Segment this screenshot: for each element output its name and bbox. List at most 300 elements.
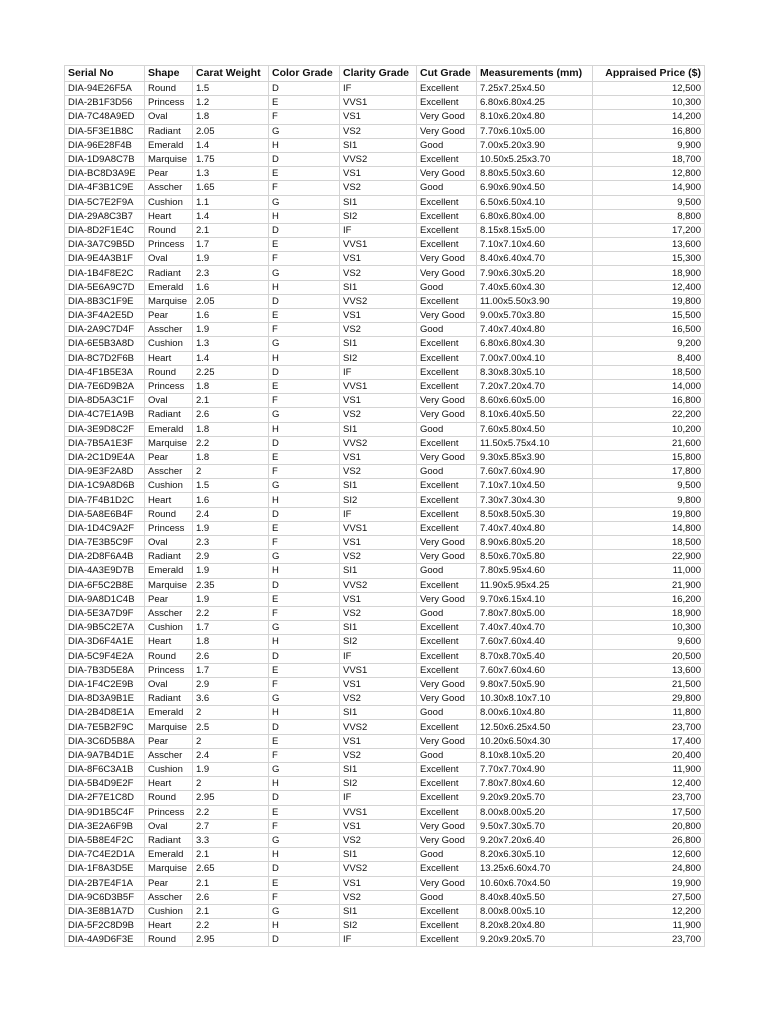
cell-carat-weight[interactable]: 1.3 bbox=[193, 167, 269, 181]
cell-clarity-grade[interactable]: VS1 bbox=[340, 536, 417, 550]
cell-clarity-grade[interactable]: SI1 bbox=[340, 621, 417, 635]
cell-appraised-price[interactable]: 21,900 bbox=[593, 578, 705, 592]
cell-clarity-grade[interactable]: VS1 bbox=[340, 450, 417, 464]
cell-serial-no[interactable]: DIA-1B4F8E2C bbox=[65, 266, 145, 280]
cell-clarity-grade[interactable]: VS2 bbox=[340, 323, 417, 337]
cell-appraised-price[interactable]: 12,400 bbox=[593, 280, 705, 294]
cell-serial-no[interactable]: DIA-96E28F4B bbox=[65, 138, 145, 152]
cell-color-grade[interactable]: E bbox=[269, 876, 340, 890]
cell-measurements[interactable]: 8.50x8.50x5.30 bbox=[477, 507, 593, 521]
header-appraised-price[interactable]: Appraised Price ($) bbox=[593, 66, 705, 82]
cell-clarity-grade[interactable]: VS1 bbox=[340, 309, 417, 323]
cell-appraised-price[interactable]: 14,800 bbox=[593, 521, 705, 535]
cell-appraised-price[interactable]: 11,000 bbox=[593, 564, 705, 578]
cell-cut-grade[interactable]: Good bbox=[417, 890, 477, 904]
cell-shape[interactable]: Heart bbox=[145, 351, 193, 365]
cell-cut-grade[interactable]: Excellent bbox=[417, 805, 477, 819]
cell-color-grade[interactable]: F bbox=[269, 606, 340, 620]
cell-appraised-price[interactable]: 10,200 bbox=[593, 422, 705, 436]
cell-serial-no[interactable]: DIA-7B3D5E8A bbox=[65, 663, 145, 677]
cell-cut-grade[interactable]: Excellent bbox=[417, 82, 477, 96]
cell-carat-weight[interactable]: 2.65 bbox=[193, 862, 269, 876]
cell-shape[interactable]: Pear bbox=[145, 592, 193, 606]
cell-measurements[interactable]: 9.20x7.20x6.40 bbox=[477, 833, 593, 847]
cell-color-grade[interactable]: E bbox=[269, 450, 340, 464]
cell-carat-weight[interactable]: 1.9 bbox=[193, 592, 269, 606]
cell-clarity-grade[interactable]: SI1 bbox=[340, 479, 417, 493]
cell-measurements[interactable]: 7.40x7.40x4.70 bbox=[477, 621, 593, 635]
cell-clarity-grade[interactable]: VS2 bbox=[340, 692, 417, 706]
cell-measurements[interactable]: 8.40x6.40x4.70 bbox=[477, 252, 593, 266]
cell-clarity-grade[interactable]: VS2 bbox=[340, 181, 417, 195]
cell-serial-no[interactable]: DIA-1D9A8C7B bbox=[65, 152, 145, 166]
cell-shape[interactable]: Princess bbox=[145, 379, 193, 393]
cell-serial-no[interactable]: DIA-3C6D5B8A bbox=[65, 734, 145, 748]
cell-appraised-price[interactable]: 12,800 bbox=[593, 167, 705, 181]
cell-cut-grade[interactable]: Excellent bbox=[417, 635, 477, 649]
cell-measurements[interactable]: 7.80x5.95x4.60 bbox=[477, 564, 593, 578]
cell-cut-grade[interactable]: Excellent bbox=[417, 521, 477, 535]
cell-serial-no[interactable]: DIA-7C4E2D1A bbox=[65, 848, 145, 862]
cell-measurements[interactable]: 8.10x6.20x4.80 bbox=[477, 110, 593, 124]
cell-shape[interactable]: Pear bbox=[145, 734, 193, 748]
cell-appraised-price[interactable]: 10,300 bbox=[593, 96, 705, 110]
cell-clarity-grade[interactable]: VS1 bbox=[340, 677, 417, 691]
cell-appraised-price[interactable]: 17,400 bbox=[593, 734, 705, 748]
cell-clarity-grade[interactable]: SI2 bbox=[340, 635, 417, 649]
cell-clarity-grade[interactable]: SI2 bbox=[340, 209, 417, 223]
cell-serial-no[interactable]: DIA-9D1B5C4F bbox=[65, 805, 145, 819]
cell-measurements[interactable]: 9.50x7.30x5.70 bbox=[477, 819, 593, 833]
cell-measurements[interactable]: 10.60x6.70x4.50 bbox=[477, 876, 593, 890]
cell-color-grade[interactable]: H bbox=[269, 351, 340, 365]
cell-measurements[interactable]: 8.10x8.10x5.20 bbox=[477, 748, 593, 762]
cell-measurements[interactable]: 7.70x7.70x4.90 bbox=[477, 763, 593, 777]
cell-shape[interactable]: Round bbox=[145, 649, 193, 663]
cell-carat-weight[interactable]: 1.9 bbox=[193, 323, 269, 337]
cell-color-grade[interactable]: D bbox=[269, 933, 340, 947]
header-carat-weight[interactable]: Carat Weight bbox=[193, 66, 269, 82]
cell-appraised-price[interactable]: 20,400 bbox=[593, 748, 705, 762]
cell-carat-weight[interactable]: 2 bbox=[193, 706, 269, 720]
cell-shape[interactable]: Emerald bbox=[145, 422, 193, 436]
cell-shape[interactable]: Asscher bbox=[145, 323, 193, 337]
cell-shape[interactable]: Cushion bbox=[145, 195, 193, 209]
cell-cut-grade[interactable]: Excellent bbox=[417, 479, 477, 493]
cell-cut-grade[interactable]: Excellent bbox=[417, 763, 477, 777]
cell-cut-grade[interactable]: Excellent bbox=[417, 365, 477, 379]
cell-measurements[interactable]: 13.25x6.60x4.70 bbox=[477, 862, 593, 876]
cell-appraised-price[interactable]: 16,800 bbox=[593, 394, 705, 408]
cell-shape[interactable]: Emerald bbox=[145, 706, 193, 720]
cell-shape[interactable]: Marquise bbox=[145, 152, 193, 166]
cell-carat-weight[interactable]: 2.95 bbox=[193, 933, 269, 947]
cell-clarity-grade[interactable]: VS2 bbox=[340, 890, 417, 904]
cell-cut-grade[interactable]: Good bbox=[417, 465, 477, 479]
cell-appraised-price[interactable]: 10,300 bbox=[593, 621, 705, 635]
cell-shape[interactable]: Cushion bbox=[145, 904, 193, 918]
cell-clarity-grade[interactable]: VS2 bbox=[340, 550, 417, 564]
cell-appraised-price[interactable]: 9,800 bbox=[593, 493, 705, 507]
cell-carat-weight[interactable]: 1.6 bbox=[193, 309, 269, 323]
cell-appraised-price[interactable]: 8,400 bbox=[593, 351, 705, 365]
cell-color-grade[interactable]: E bbox=[269, 96, 340, 110]
cell-serial-no[interactable]: DIA-8D3A9B1E bbox=[65, 692, 145, 706]
cell-serial-no[interactable]: DIA-9A8D1C4B bbox=[65, 592, 145, 606]
cell-carat-weight[interactable]: 2.3 bbox=[193, 536, 269, 550]
cell-clarity-grade[interactable]: VS1 bbox=[340, 876, 417, 890]
cell-serial-no[interactable]: DIA-3E2A6F9B bbox=[65, 819, 145, 833]
cell-measurements[interactable]: 9.20x9.20x5.70 bbox=[477, 791, 593, 805]
cell-measurements[interactable]: 10.30x8.10x7.10 bbox=[477, 692, 593, 706]
cell-shape[interactable]: Cushion bbox=[145, 763, 193, 777]
cell-cut-grade[interactable]: Excellent bbox=[417, 436, 477, 450]
cell-cut-grade[interactable]: Good bbox=[417, 706, 477, 720]
cell-shape[interactable]: Pear bbox=[145, 167, 193, 181]
cell-color-grade[interactable]: D bbox=[269, 578, 340, 592]
cell-measurements[interactable]: 7.80x7.80x5.00 bbox=[477, 606, 593, 620]
header-measurements[interactable]: Measurements (mm) bbox=[477, 66, 593, 82]
cell-measurements[interactable]: 8.30x8.30x5.10 bbox=[477, 365, 593, 379]
cell-cut-grade[interactable]: Very Good bbox=[417, 252, 477, 266]
cell-clarity-grade[interactable]: VS1 bbox=[340, 167, 417, 181]
cell-clarity-grade[interactable]: VS2 bbox=[340, 124, 417, 138]
cell-appraised-price[interactable]: 19,900 bbox=[593, 876, 705, 890]
cell-shape[interactable]: Marquise bbox=[145, 294, 193, 308]
cell-serial-no[interactable]: DIA-BC8D3A9E bbox=[65, 167, 145, 181]
cell-appraised-price[interactable]: 9,200 bbox=[593, 337, 705, 351]
cell-shape[interactable]: Princess bbox=[145, 238, 193, 252]
cell-carat-weight[interactable]: 1.5 bbox=[193, 479, 269, 493]
cell-measurements[interactable]: 8.15x8.15x5.00 bbox=[477, 223, 593, 237]
cell-carat-weight[interactable]: 1.3 bbox=[193, 337, 269, 351]
cell-measurements[interactable]: 11.00x5.50x3.90 bbox=[477, 294, 593, 308]
cell-clarity-grade[interactable]: IF bbox=[340, 791, 417, 805]
cell-cut-grade[interactable]: Good bbox=[417, 848, 477, 862]
cell-color-grade[interactable]: F bbox=[269, 394, 340, 408]
cell-clarity-grade[interactable]: VVS2 bbox=[340, 862, 417, 876]
cell-serial-no[interactable]: DIA-29A8C3B7 bbox=[65, 209, 145, 223]
cell-carat-weight[interactable]: 1.4 bbox=[193, 351, 269, 365]
cell-shape[interactable]: Emerald bbox=[145, 848, 193, 862]
cell-color-grade[interactable]: F bbox=[269, 252, 340, 266]
cell-cut-grade[interactable]: Very Good bbox=[417, 266, 477, 280]
header-shape[interactable]: Shape bbox=[145, 66, 193, 82]
cell-serial-no[interactable]: DIA-7F4B1D2C bbox=[65, 493, 145, 507]
cell-color-grade[interactable]: H bbox=[269, 777, 340, 791]
cell-cut-grade[interactable]: Good bbox=[417, 422, 477, 436]
cell-carat-weight[interactable]: 3.3 bbox=[193, 833, 269, 847]
cell-appraised-price[interactable]: 29,800 bbox=[593, 692, 705, 706]
cell-clarity-grade[interactable]: SI1 bbox=[340, 337, 417, 351]
cell-serial-no[interactable]: DIA-7E3B5C9F bbox=[65, 536, 145, 550]
cell-cut-grade[interactable]: Excellent bbox=[417, 238, 477, 252]
cell-measurements[interactable]: 9.00x5.70x3.80 bbox=[477, 309, 593, 323]
cell-shape[interactable]: Marquise bbox=[145, 862, 193, 876]
cell-clarity-grade[interactable]: SI2 bbox=[340, 493, 417, 507]
cell-clarity-grade[interactable]: VS1 bbox=[340, 252, 417, 266]
cell-carat-weight[interactable]: 2.2 bbox=[193, 919, 269, 933]
cell-serial-no[interactable]: DIA-4C7E1A9B bbox=[65, 408, 145, 422]
cell-cut-grade[interactable]: Very Good bbox=[417, 734, 477, 748]
cell-color-grade[interactable]: G bbox=[269, 763, 340, 777]
cell-measurements[interactable]: 7.40x7.40x4.80 bbox=[477, 521, 593, 535]
cell-cut-grade[interactable]: Excellent bbox=[417, 663, 477, 677]
cell-measurements[interactable]: 7.70x6.10x5.00 bbox=[477, 124, 593, 138]
cell-carat-weight[interactable]: 2.2 bbox=[193, 606, 269, 620]
cell-serial-no[interactable]: DIA-2C1D9E4A bbox=[65, 450, 145, 464]
cell-cut-grade[interactable]: Very Good bbox=[417, 124, 477, 138]
cell-cut-grade[interactable]: Very Good bbox=[417, 536, 477, 550]
cell-serial-no[interactable]: DIA-3D6F4A1E bbox=[65, 635, 145, 649]
cell-cut-grade[interactable]: Excellent bbox=[417, 379, 477, 393]
cell-serial-no[interactable]: DIA-6E5B3A8D bbox=[65, 337, 145, 351]
cell-carat-weight[interactable]: 1.8 bbox=[193, 379, 269, 393]
cell-color-grade[interactable]: G bbox=[269, 479, 340, 493]
cell-carat-weight[interactable]: 2 bbox=[193, 465, 269, 479]
cell-clarity-grade[interactable]: SI1 bbox=[340, 422, 417, 436]
cell-shape[interactable]: Oval bbox=[145, 536, 193, 550]
cell-measurements[interactable]: 7.80x7.80x4.60 bbox=[477, 777, 593, 791]
cell-serial-no[interactable]: DIA-9E4A3B1F bbox=[65, 252, 145, 266]
header-serial-no[interactable]: Serial No bbox=[65, 66, 145, 82]
cell-appraised-price[interactable]: 18,700 bbox=[593, 152, 705, 166]
cell-clarity-grade[interactable]: VVS1 bbox=[340, 805, 417, 819]
cell-carat-weight[interactable]: 1.75 bbox=[193, 152, 269, 166]
cell-measurements[interactable]: 8.60x6.60x5.00 bbox=[477, 394, 593, 408]
cell-carat-weight[interactable]: 2.2 bbox=[193, 805, 269, 819]
cell-shape[interactable]: Pear bbox=[145, 450, 193, 464]
cell-shape[interactable]: Cushion bbox=[145, 621, 193, 635]
cell-serial-no[interactable]: DIA-2F7E1C8D bbox=[65, 791, 145, 805]
cell-measurements[interactable]: 7.40x7.40x4.80 bbox=[477, 323, 593, 337]
cell-shape[interactable]: Princess bbox=[145, 521, 193, 535]
cell-shape[interactable]: Pear bbox=[145, 876, 193, 890]
cell-carat-weight[interactable]: 1.9 bbox=[193, 252, 269, 266]
cell-shape[interactable]: Oval bbox=[145, 252, 193, 266]
cell-cut-grade[interactable]: Very Good bbox=[417, 692, 477, 706]
cell-clarity-grade[interactable]: VS1 bbox=[340, 819, 417, 833]
cell-shape[interactable]: Oval bbox=[145, 394, 193, 408]
cell-color-grade[interactable]: D bbox=[269, 507, 340, 521]
cell-color-grade[interactable]: D bbox=[269, 649, 340, 663]
cell-cut-grade[interactable]: Very Good bbox=[417, 408, 477, 422]
cell-appraised-price[interactable]: 18,900 bbox=[593, 266, 705, 280]
cell-color-grade[interactable]: D bbox=[269, 365, 340, 379]
cell-appraised-price[interactable]: 11,800 bbox=[593, 706, 705, 720]
cell-appraised-price[interactable]: 19,800 bbox=[593, 507, 705, 521]
cell-measurements[interactable]: 6.50x6.50x4.10 bbox=[477, 195, 593, 209]
cell-clarity-grade[interactable]: VVS2 bbox=[340, 720, 417, 734]
cell-carat-weight[interactable]: 2.05 bbox=[193, 294, 269, 308]
cell-appraised-price[interactable]: 17,200 bbox=[593, 223, 705, 237]
cell-appraised-price[interactable]: 9,900 bbox=[593, 138, 705, 152]
cell-cut-grade[interactable]: Very Good bbox=[417, 167, 477, 181]
cell-color-grade[interactable]: E bbox=[269, 521, 340, 535]
cell-color-grade[interactable]: F bbox=[269, 465, 340, 479]
cell-clarity-grade[interactable]: VS2 bbox=[340, 748, 417, 762]
cell-serial-no[interactable]: DIA-1D4C9A2F bbox=[65, 521, 145, 535]
cell-clarity-grade[interactable]: IF bbox=[340, 507, 417, 521]
cell-carat-weight[interactable]: 2.1 bbox=[193, 394, 269, 408]
cell-color-grade[interactable]: H bbox=[269, 280, 340, 294]
cell-serial-no[interactable]: DIA-7E5B2F9C bbox=[65, 720, 145, 734]
cell-color-grade[interactable]: H bbox=[269, 493, 340, 507]
cell-shape[interactable]: Asscher bbox=[145, 890, 193, 904]
cell-serial-no[interactable]: DIA-5F3E1B8C bbox=[65, 124, 145, 138]
cell-appraised-price[interactable]: 18,500 bbox=[593, 536, 705, 550]
cell-appraised-price[interactable]: 24,800 bbox=[593, 862, 705, 876]
cell-appraised-price[interactable]: 23,700 bbox=[593, 720, 705, 734]
cell-carat-weight[interactable]: 1.7 bbox=[193, 621, 269, 635]
cell-shape[interactable]: Marquise bbox=[145, 436, 193, 450]
cell-color-grade[interactable]: F bbox=[269, 181, 340, 195]
cell-cut-grade[interactable]: Excellent bbox=[417, 791, 477, 805]
cell-carat-weight[interactable]: 2.4 bbox=[193, 748, 269, 762]
cell-shape[interactable]: Princess bbox=[145, 805, 193, 819]
cell-color-grade[interactable]: G bbox=[269, 266, 340, 280]
cell-carat-weight[interactable]: 2.9 bbox=[193, 677, 269, 691]
cell-color-grade[interactable]: E bbox=[269, 734, 340, 748]
cell-color-grade[interactable]: G bbox=[269, 124, 340, 138]
cell-carat-weight[interactable]: 1.8 bbox=[193, 450, 269, 464]
cell-appraised-price[interactable]: 17,500 bbox=[593, 805, 705, 819]
cell-cut-grade[interactable]: Excellent bbox=[417, 919, 477, 933]
cell-shape[interactable]: Radiant bbox=[145, 833, 193, 847]
cell-clarity-grade[interactable]: SI1 bbox=[340, 138, 417, 152]
cell-color-grade[interactable]: H bbox=[269, 706, 340, 720]
cell-color-grade[interactable]: D bbox=[269, 223, 340, 237]
cell-clarity-grade[interactable]: VS2 bbox=[340, 833, 417, 847]
cell-color-grade[interactable]: H bbox=[269, 564, 340, 578]
cell-carat-weight[interactable]: 1.9 bbox=[193, 763, 269, 777]
cell-cut-grade[interactable]: Excellent bbox=[417, 152, 477, 166]
cell-cut-grade[interactable]: Excellent bbox=[417, 649, 477, 663]
cell-appraised-price[interactable]: 21,500 bbox=[593, 677, 705, 691]
cell-cut-grade[interactable]: Good bbox=[417, 748, 477, 762]
cell-shape[interactable]: Round bbox=[145, 365, 193, 379]
cell-cut-grade[interactable]: Excellent bbox=[417, 337, 477, 351]
cell-measurements[interactable]: 6.90x6.90x4.50 bbox=[477, 181, 593, 195]
cell-serial-no[interactable]: DIA-1F8A3D5E bbox=[65, 862, 145, 876]
cell-appraised-price[interactable]: 12,200 bbox=[593, 904, 705, 918]
cell-appraised-price[interactable]: 26,800 bbox=[593, 833, 705, 847]
cell-appraised-price[interactable]: 20,500 bbox=[593, 649, 705, 663]
cell-shape[interactable]: Oval bbox=[145, 819, 193, 833]
cell-shape[interactable]: Emerald bbox=[145, 138, 193, 152]
cell-color-grade[interactable]: D bbox=[269, 791, 340, 805]
cell-cut-grade[interactable]: Excellent bbox=[417, 294, 477, 308]
cell-color-grade[interactable]: F bbox=[269, 536, 340, 550]
cell-cut-grade[interactable]: Excellent bbox=[417, 720, 477, 734]
cell-serial-no[interactable]: DIA-1F4C2E9B bbox=[65, 677, 145, 691]
cell-serial-no[interactable]: DIA-8D2F1E4C bbox=[65, 223, 145, 237]
cell-measurements[interactable]: 9.20x9.20x5.70 bbox=[477, 933, 593, 947]
header-color-grade[interactable]: Color Grade bbox=[269, 66, 340, 82]
cell-cut-grade[interactable]: Very Good bbox=[417, 394, 477, 408]
cell-color-grade[interactable]: G bbox=[269, 408, 340, 422]
cell-appraised-price[interactable]: 18,900 bbox=[593, 606, 705, 620]
cell-measurements[interactable]: 7.00x5.20x3.90 bbox=[477, 138, 593, 152]
cell-measurements[interactable]: 7.60x7.60x4.60 bbox=[477, 663, 593, 677]
cell-clarity-grade[interactable]: SI1 bbox=[340, 763, 417, 777]
cell-shape[interactable]: Oval bbox=[145, 677, 193, 691]
cell-measurements[interactable]: 7.40x5.60x4.30 bbox=[477, 280, 593, 294]
cell-serial-no[interactable]: DIA-9E3F2A8D bbox=[65, 465, 145, 479]
cell-color-grade[interactable]: G bbox=[269, 337, 340, 351]
cell-cut-grade[interactable]: Excellent bbox=[417, 209, 477, 223]
cell-clarity-grade[interactable]: SI1 bbox=[340, 904, 417, 918]
cell-serial-no[interactable]: DIA-7E6D9B2A bbox=[65, 379, 145, 393]
cell-appraised-price[interactable]: 12,500 bbox=[593, 82, 705, 96]
cell-serial-no[interactable]: DIA-6F5C2B8E bbox=[65, 578, 145, 592]
cell-color-grade[interactable]: G bbox=[269, 692, 340, 706]
cell-carat-weight[interactable]: 2.1 bbox=[193, 904, 269, 918]
cell-shape[interactable]: Asscher bbox=[145, 181, 193, 195]
cell-cut-grade[interactable]: Excellent bbox=[417, 933, 477, 947]
header-cut-grade[interactable]: Cut Grade bbox=[417, 66, 477, 82]
cell-shape[interactable]: Heart bbox=[145, 919, 193, 933]
cell-serial-no[interactable]: DIA-5F2C8D9B bbox=[65, 919, 145, 933]
cell-serial-no[interactable]: DIA-4F1B5E3A bbox=[65, 365, 145, 379]
cell-carat-weight[interactable]: 2.9 bbox=[193, 550, 269, 564]
cell-measurements[interactable]: 8.50x6.70x5.80 bbox=[477, 550, 593, 564]
cell-measurements[interactable]: 8.20x8.20x4.80 bbox=[477, 919, 593, 933]
cell-carat-weight[interactable]: 1.4 bbox=[193, 209, 269, 223]
cell-cut-grade[interactable]: Excellent bbox=[417, 493, 477, 507]
cell-serial-no[interactable]: DIA-9C6D3B5F bbox=[65, 890, 145, 904]
cell-carat-weight[interactable]: 1.9 bbox=[193, 521, 269, 535]
cell-carat-weight[interactable]: 2.2 bbox=[193, 436, 269, 450]
cell-color-grade[interactable]: E bbox=[269, 592, 340, 606]
cell-appraised-price[interactable]: 12,400 bbox=[593, 777, 705, 791]
cell-color-grade[interactable]: E bbox=[269, 238, 340, 252]
cell-appraised-price[interactable]: 15,500 bbox=[593, 309, 705, 323]
cell-appraised-price[interactable]: 14,900 bbox=[593, 181, 705, 195]
cell-appraised-price[interactable]: 14,200 bbox=[593, 110, 705, 124]
cell-cut-grade[interactable]: Excellent bbox=[417, 96, 477, 110]
cell-serial-no[interactable]: DIA-7C48A9ED bbox=[65, 110, 145, 124]
cell-carat-weight[interactable]: 2.7 bbox=[193, 819, 269, 833]
cell-appraised-price[interactable]: 23,700 bbox=[593, 933, 705, 947]
cell-clarity-grade[interactable]: VS1 bbox=[340, 734, 417, 748]
cell-measurements[interactable]: 12.50x6.25x4.50 bbox=[477, 720, 593, 734]
cell-color-grade[interactable]: G bbox=[269, 621, 340, 635]
cell-clarity-grade[interactable]: VVS1 bbox=[340, 663, 417, 677]
cell-measurements[interactable]: 8.80x5.50x3.60 bbox=[477, 167, 593, 181]
cell-measurements[interactable]: 6.80x6.80x4.00 bbox=[477, 209, 593, 223]
cell-measurements[interactable]: 8.40x8.40x5.50 bbox=[477, 890, 593, 904]
cell-carat-weight[interactable]: 2.95 bbox=[193, 791, 269, 805]
cell-measurements[interactable]: 7.60x7.60x4.40 bbox=[477, 635, 593, 649]
cell-serial-no[interactable]: DIA-2B7E4F1A bbox=[65, 876, 145, 890]
cell-cut-grade[interactable]: Very Good bbox=[417, 309, 477, 323]
cell-cut-grade[interactable]: Very Good bbox=[417, 876, 477, 890]
cell-appraised-price[interactable]: 16,500 bbox=[593, 323, 705, 337]
cell-shape[interactable]: Radiant bbox=[145, 550, 193, 564]
cell-cut-grade[interactable]: Excellent bbox=[417, 621, 477, 635]
cell-appraised-price[interactable]: 18,500 bbox=[593, 365, 705, 379]
cell-color-grade[interactable]: F bbox=[269, 890, 340, 904]
cell-shape[interactable]: Heart bbox=[145, 209, 193, 223]
cell-carat-weight[interactable]: 1.65 bbox=[193, 181, 269, 195]
cell-measurements[interactable]: 10.50x5.25x3.70 bbox=[477, 152, 593, 166]
cell-carat-weight[interactable]: 2 bbox=[193, 734, 269, 748]
cell-carat-weight[interactable]: 2.6 bbox=[193, 890, 269, 904]
cell-carat-weight[interactable]: 1.6 bbox=[193, 280, 269, 294]
cell-measurements[interactable]: 10.20x6.50x4.30 bbox=[477, 734, 593, 748]
cell-appraised-price[interactable]: 13,600 bbox=[593, 663, 705, 677]
